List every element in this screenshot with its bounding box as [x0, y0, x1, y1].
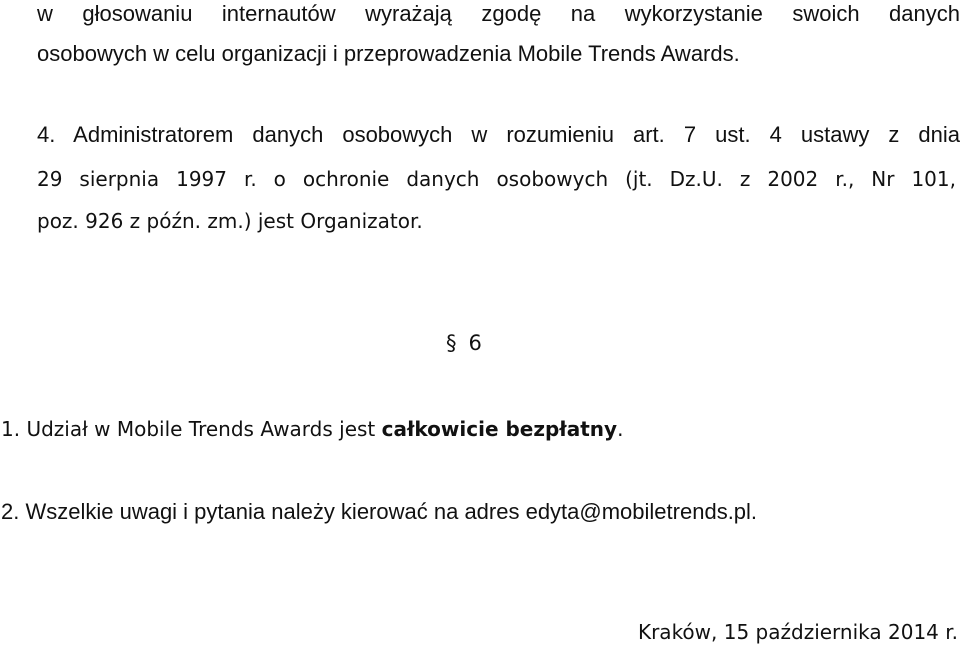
section-number: 6 — [468, 331, 482, 355]
point-1 — [1, 415, 623, 443]
point-4-line-3: poz. 926 z późn. zm.) jest Organizator. — [37, 209, 423, 233]
point-2: 2. Wszelkie uwagi i pytania należy kierować na adres edyta@mobiletrends.pl. — [1, 499, 758, 524]
point-4-line-1: 4. Administratorem danych osobowych w rozumieniu art. 7 ust. 4 ustawy z dnia — [37, 122, 960, 147]
section-symbol: § — [446, 331, 457, 355]
consent-text-line-2: osobowych w celu organizacji i przeprowadzenia Mobile Trends Awards. — [37, 41, 740, 66]
point-1-prefix: 1. Udział w Mobile Trends Awards jest — [1, 417, 382, 441]
point-4-line-2: 29 sierpnia 1997 r. o ochronie danych osobowych (jt. Dz.U. z 2002 r., Nr 101, — [37, 167, 956, 191]
consent-text-line-1: w głosowaniu internautów wyrażają zgodę na wykorzystanie swoich danych — [37, 1, 960, 26]
place-date: Kraków, 15 października 2014 r. — [637, 620, 958, 644]
point-1-suffix: . — [617, 417, 624, 441]
point-1-bold: całkowicie bezpłatny — [381, 417, 618, 441]
section-heading — [446, 331, 482, 355]
